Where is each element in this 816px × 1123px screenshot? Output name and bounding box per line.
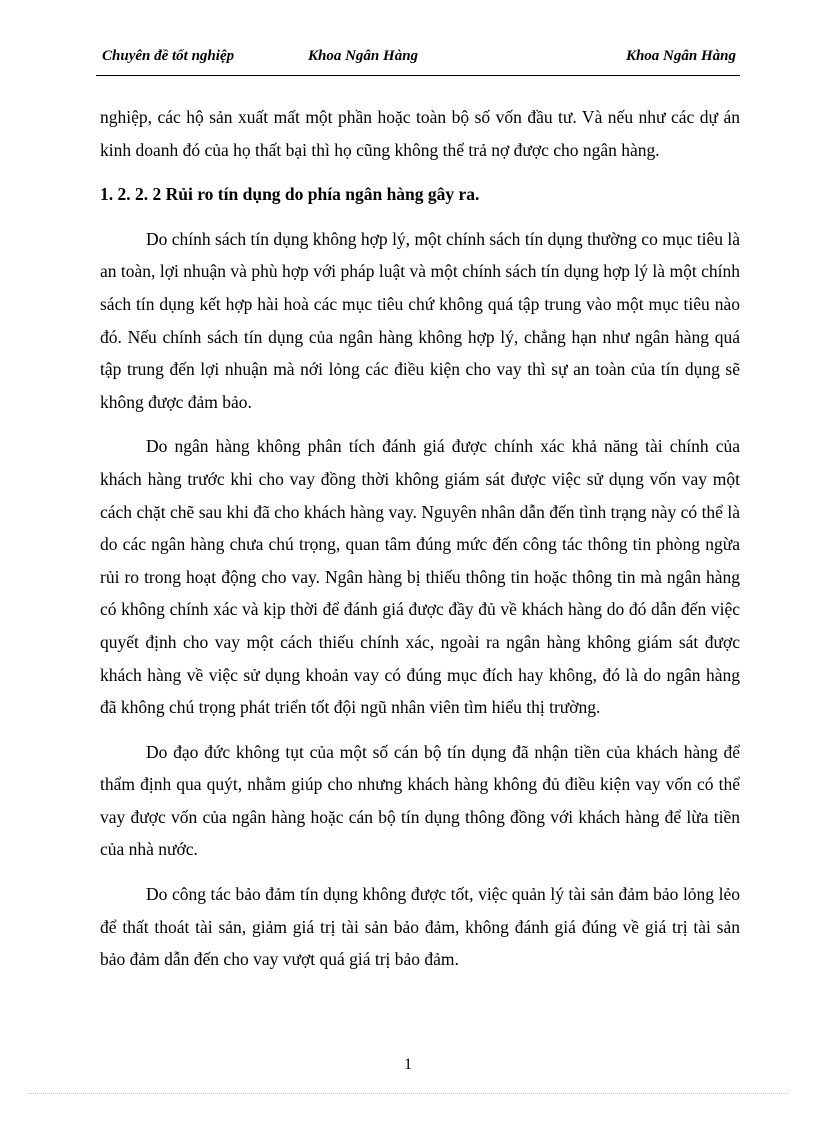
page-header — [102, 48, 736, 70]
paragraph-credit-policy: Do chính sách tín dụng không hợp lý, một chính sách tín dụng thường co mục tiêu là an toàn, lợi nhuận và phù hợp với pháp luật và một chính sách tín dụng hợp lý là một chính sách tín dụng kết hợp hài hoà các mục tiêu chứ không quá tập trung vào một mục tiêu nào đó. Nếu chính sách tín dụng của ngân hàng không hợp lý, chẳng hạn như ngân hàng quá tập trung đến lợi nhuận mà nới lỏng các điều kiện cho vay thì sự an toàn của tín dụng sẽ không được đảm bảo. — [100, 228, 740, 412]
page-number: 1 — [404, 1056, 412, 1073]
header-faculty-right: Khoa Ngân Hàng — [625, 48, 736, 64]
section-heading: 1. 2. 2. 2 Rủi ro tín dụng do phía ngân hàng gây ra. — [100, 184, 480, 205]
header-faculty: Khoa Ngân Hàng — [308, 48, 419, 64]
paragraph-collateral: Do công tác bảo đảm tín dụng không được tốt, việc quản lý tài sản đảm bảo lỏng lẻo để thất thoát tài sản, giảm giá trị tài sản bảo đảm, không đánh giá đúng về giá trị tài sản bảo đảm dẫn đến cho vay vượt quá giá trị bảo đảm. — [100, 884, 740, 970]
paragraph-ethics: Do đạo đức không tụt của một số cán bộ tín dụng đã nhận tiền của khách hàng để thẩm định qua quýt, nhằm giúp cho nhưng khách hàng không đủ điều kiện vay vốn có thể vay được vốn của ngân hàng hoặc cán bộ tín dụng thông đồng với khách hàng để lừa tiền của nhà nước. — [100, 741, 740, 860]
document-body — [100, 101, 740, 988]
header-divider — [96, 75, 740, 76]
paragraph-continuation: nghiệp, các hộ sản xuất mất một phần hoặc toàn bộ số vốn đầu tư. Và nếu như các dự án kinh doanh đó của họ thất bại thì họ cũng không thể trả nợ được cho ngân hàng. — [100, 107, 740, 160]
page-bottom-divider — [28, 1093, 788, 1094]
paragraph-credit-analysis: Do ngân hàng không phân tích đánh giá được chính xác khả năng tài chính của khách hàng trước khi cho vay đồng thời không giám sát được việc sử dụng vốn vay một cách chặt chẽ sau khi đã cho khách hàng vay. Nguyên nhân dẫn đến tình trạng này có thể là do các ngân hàng chưa chú trọng, quan tâm đúng mức đến công tác thông tin phòng ngừa rủi ro trong hoạt động cho vay. Ngân hàng bị thiếu thông tin hoặc thông tin mà ngân hàng có không chính xác và kịp thời để đánh giá được đầy đủ về khách hàng do đó dẫn đến việc quyết định cho vay một cách thiếu chính xác, ngoài ra ngân hàng không giám sát được khách hàng về việc sử dụng khoản vay có đúng mục đích hay không, đó là do ngân hàng đã không chú trọng phát triển tốt đội ngũ nhân viên tìm hiểu thị trường. — [100, 436, 740, 718]
header-document-type: Chuyên đề tốt nghiệp — [102, 48, 235, 64]
